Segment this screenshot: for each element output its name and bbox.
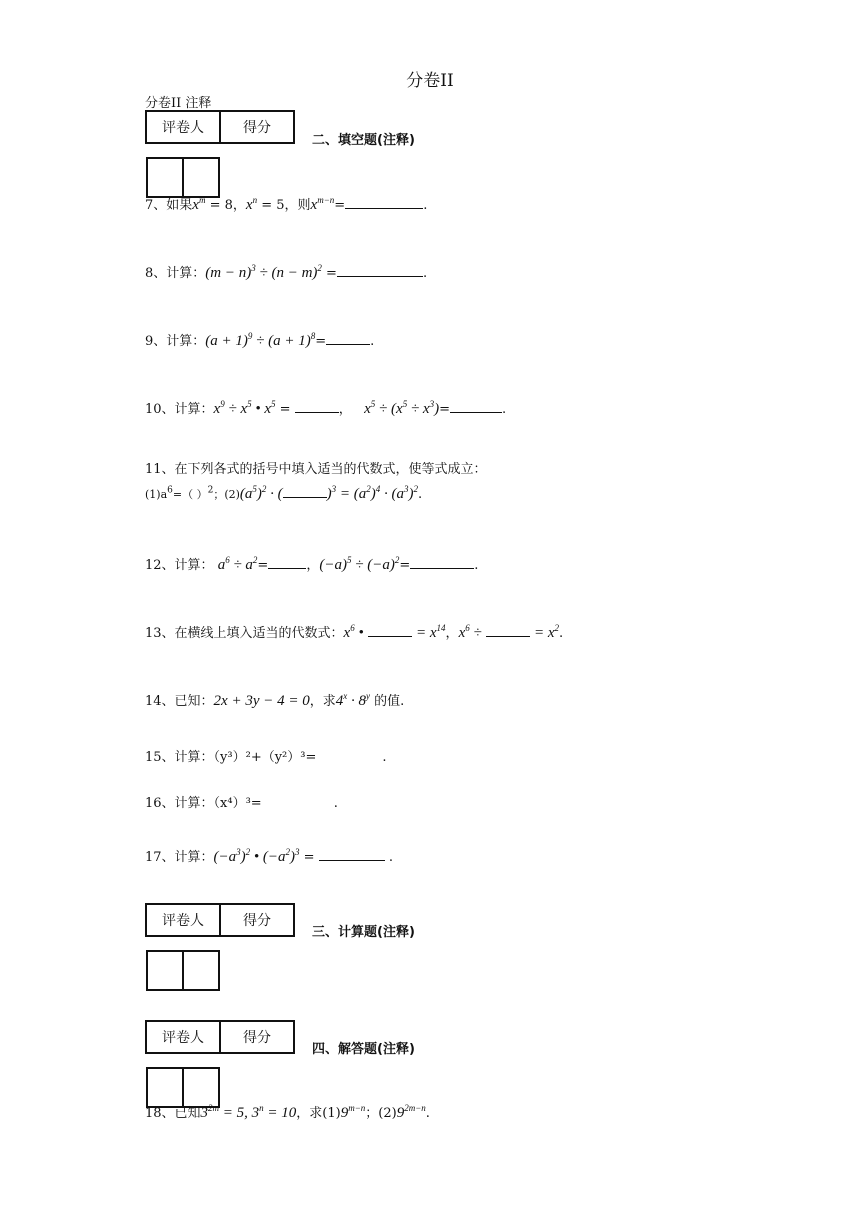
question-17: 17、计算：$(-a^3)^2$ • $(-a^2)^3$ = .	[145, 847, 393, 865]
question-14: 14、已知：2x + 3y − 4 = 0，求$4^x \cdot 8^y$ 的值.	[145, 691, 405, 709]
score-table-1	[145, 110, 295, 163]
answer-blank[interactable]	[283, 496, 327, 498]
score-table-2	[145, 903, 295, 956]
section-fill-blank: 二、填空题(注释)	[312, 133, 415, 148]
reviewer-cell[interactable]	[147, 158, 183, 197]
question-7: 7、如果$x^m = 8$，$x^n = 5$，则$x^{m-n}=$ .	[145, 195, 428, 213]
reviewer-cell[interactable]	[147, 951, 183, 990]
question-8: 8、计算：$(m - n)^3 \div (n - m)^2$ = .	[145, 263, 428, 281]
reviewer-label: 评卷人	[146, 1021, 220, 1053]
question-11-parts: $(1)a^6=$（ ）$^2$；$(2)(a^5)^2$ · ( )$^3 = (a^2)^4 \cdot (a^3)^2$.	[145, 484, 423, 502]
reviewer-label: 评卷人	[146, 904, 220, 936]
question-18: 18、已知$3^{2m} = 5$, $3^n = 10$，求$(1)9^{m-n}$；$(2)9^{2m-n}$.	[145, 1103, 430, 1121]
answer-blank[interactable]	[337, 275, 423, 277]
section-calculation: 三、计算题(注释)	[312, 925, 415, 940]
question-12: 12、计算： $a^6 \div a^2=$ ，$(-a)^5 \div (-a)^2=$ .	[145, 555, 479, 573]
page-title: 分卷II	[406, 71, 454, 91]
answer-blank[interactable]	[295, 411, 339, 413]
answer-blank[interactable]	[368, 635, 412, 637]
score-label: 得分	[220, 904, 294, 936]
answer-blank[interactable]	[345, 207, 423, 209]
score-cell[interactable]	[183, 951, 219, 990]
question-16: 16、计算：（x⁴）³= .	[145, 796, 338, 811]
reviewer-label: 评卷人	[146, 111, 220, 143]
score-label: 得分	[220, 1021, 294, 1053]
section-note: 分卷II 注释	[145, 96, 212, 111]
score-label: 得分	[220, 111, 294, 143]
question-15: 15、计算：（y³）²+（y²）³= .	[145, 750, 387, 765]
question-11: 11、在下列各式的括号中填入适当的代数式，使等式成立：	[145, 462, 487, 477]
question-10: 10、计算：$x^9 \div x^5$ • $x^5$ = ， $x^5 \div (x^5 \div x^3)=$ .	[145, 399, 507, 417]
score-table-3	[145, 1020, 295, 1073]
score-cell[interactable]	[183, 158, 219, 197]
answer-blank[interactable]	[319, 859, 385, 861]
question-13: 13、在横线上填入适当的代数式：$x^6$ • = $x^{14}$，$x^6$ ÷ = $x^2$.	[145, 623, 564, 641]
answer-blank[interactable]	[410, 567, 474, 569]
answer-blank[interactable]	[326, 343, 370, 345]
section-answer: 四、解答题(注释)	[312, 1042, 415, 1057]
answer-blank[interactable]	[486, 635, 530, 637]
answer-blank[interactable]	[450, 411, 502, 413]
answer-blank[interactable]	[268, 567, 306, 569]
question-9: 9、计算：$(a + 1)^9 \div (a + 1)^8=$ .	[145, 331, 375, 349]
